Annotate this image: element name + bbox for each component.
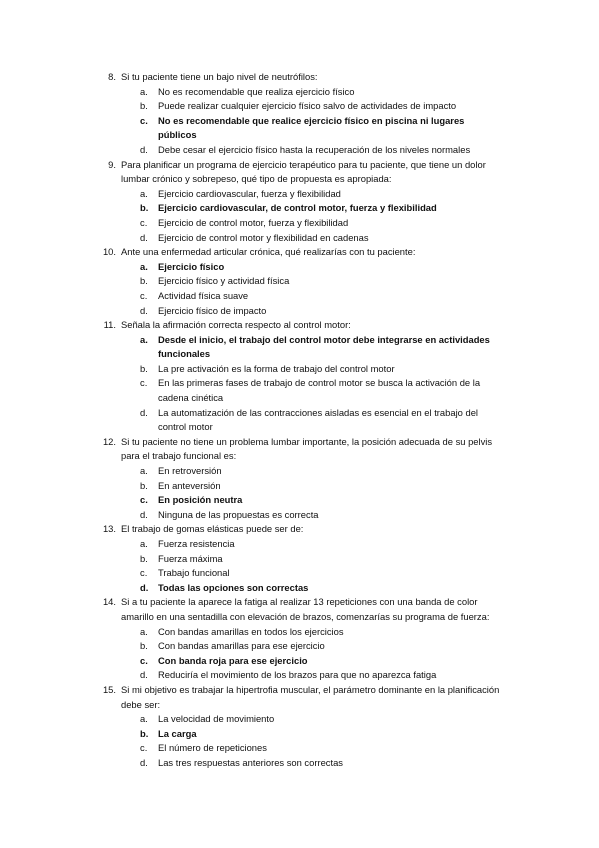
option-letter: a. [140, 538, 148, 549]
option-text: La carga [158, 727, 197, 739]
option-letter: d. [140, 669, 148, 681]
option-text: Ejercicio físico de impacto [158, 304, 267, 316]
option-text: La pre activación es la forma de trabajo del control motor [158, 362, 395, 374]
question-text: Si a tu paciente la aparece la fatiga al realizar 13 repeticiones con una banda de color amarillo en una sentadilla con elevación de brazos, comenzarías su programa de fuerza: [121, 596, 490, 622]
option-text: No es recomendable que realiza ejercicio físico [158, 85, 355, 97]
answer-options [121, 625, 504, 683]
option-text: Ninguna de las propuestas es correcta [158, 508, 319, 520]
option-text: Reduciría el movimiento de los brazos para que no aparezca fatiga [158, 669, 437, 681]
answer-option [121, 216, 504, 231]
option-letter: b. [140, 640, 148, 652]
option-letter: d. [140, 406, 148, 418]
question-item [0, 435, 599, 523]
answer-options [121, 464, 504, 522]
question-item [0, 683, 599, 771]
answer-option [121, 566, 504, 581]
option-letter: a. [140, 260, 148, 272]
option-letter: d. [140, 143, 148, 155]
option-text: Todas las opciones son correctas [158, 581, 309, 593]
question-list [0, 70, 599, 771]
option-text: Desde el inicio, el trabajo del control motor debe integrarse en actividades funcionales [158, 333, 490, 360]
question-item [0, 522, 599, 595]
option-text: Con banda roja para ese ejercicio [158, 654, 308, 666]
answer-option [121, 756, 504, 771]
answer-option-correct [121, 493, 504, 508]
question-item [0, 158, 599, 246]
option-letter: c. [140, 494, 148, 506]
question-text: Para planificar un programa de ejercicio terapéutico para tu paciente, que tiene un dolor lumbar crónico y sobrepeso, qué tipo de propuesta es apropiada: [121, 158, 486, 185]
option-text: Actividad física suave [158, 289, 249, 301]
question-number: 14. [102, 596, 116, 608]
answer-options [121, 333, 504, 435]
question-text: Si mi objetivo es trabajar la hipertrofia muscular, el parámetro dominante en la planificación debe ser: [121, 683, 500, 710]
option-text: Debe cesar el ejercicio físico hasta la recuperación de los niveles normales [158, 143, 471, 155]
option-text: En anteversión [158, 479, 221, 491]
option-text: Ejercicio de control motor y flexibilidad en cadenas [158, 231, 369, 243]
question-item [0, 318, 599, 435]
option-letter: a. [140, 465, 148, 477]
answer-option [121, 376, 504, 405]
answer-option [121, 85, 504, 100]
option-text: El número de repeticiones [158, 742, 267, 754]
option-letter: d. [140, 581, 149, 593]
question-number: 12. [102, 435, 116, 447]
option-letter: d. [140, 756, 148, 768]
answer-options [121, 537, 504, 595]
option-text: En retroversión [158, 465, 222, 477]
option-text: Fuerza máxima [158, 552, 223, 564]
question-text: Si tu paciente no tiene un problema lumbar importante, la posición adecuada de su pelvis para el trabajo funcional es: [121, 435, 493, 462]
question-number: 11. [103, 319, 116, 331]
answer-option [121, 508, 504, 523]
answer-option [121, 289, 504, 304]
answer-option [121, 639, 504, 654]
answer-option-correct [121, 201, 504, 216]
option-letter: b. [140, 479, 148, 491]
answer-option [121, 231, 504, 246]
answer-option [121, 625, 504, 640]
answer-options [121, 187, 504, 245]
question-item [0, 595, 599, 683]
question-text: Ante una enfermedad articular crónica, qué realizarías con tu paciente: [121, 246, 416, 258]
answer-option-correct [121, 333, 504, 362]
option-letter: c. [140, 289, 148, 301]
answer-option [121, 537, 504, 552]
option-letter: b. [140, 275, 148, 287]
option-letter: a. [140, 713, 148, 725]
answer-options [121, 712, 504, 770]
option-text: Ejercicio físico [158, 260, 225, 272]
option-text: Trabajo funcional [158, 567, 230, 579]
answer-option [121, 362, 504, 377]
answer-option-correct [121, 581, 504, 596]
option-letter: a. [140, 625, 148, 637]
answer-options [121, 85, 504, 158]
option-letter: c. [140, 216, 148, 228]
option-letter: d. [140, 508, 148, 520]
answer-option [121, 668, 504, 683]
option-text: Ejercicio cardiovascular, de control motor, fuerza y flexibilidad [158, 202, 437, 214]
option-letter: d. [140, 231, 148, 243]
option-letter: b. [140, 552, 148, 564]
option-text: Las tres respuestas anteriores son correctas [158, 756, 343, 768]
option-letter: c. [140, 567, 148, 579]
option-text: La velocidad de movimiento [158, 713, 275, 725]
question-text: El trabajo de gomas elásticas puede ser de: [121, 523, 304, 535]
answer-option-correct [121, 654, 504, 669]
question-item [0, 245, 599, 318]
option-letter: b. [140, 362, 148, 374]
answer-option [121, 712, 504, 727]
question-item [0, 70, 599, 158]
answer-option [121, 552, 504, 567]
question-number: 13. [102, 523, 116, 535]
option-letter: c. [140, 654, 148, 666]
answer-option [121, 741, 504, 756]
answer-option [121, 464, 504, 479]
option-text: En posición neutra [158, 494, 243, 506]
option-text: Con bandas amarillas en todos los ejercicios [158, 625, 344, 637]
answer-option-correct [121, 727, 504, 742]
answer-option-correct [121, 114, 504, 143]
option-text: No es recomendable que realice ejercicio físico en piscina ni lugares públicos [158, 114, 465, 141]
option-text: La automatización de las contracciones aisladas es esencial en el trabajo del control motor [158, 406, 478, 433]
answer-option [121, 479, 504, 494]
question-text: Si tu paciente tiene un bajo nivel de neutrófilos: [121, 71, 318, 82]
answer-option [121, 406, 504, 435]
option-text: En las primeras fases de trabajo de control motor se busca la activación de la cadena cinética [158, 377, 481, 404]
option-letter: c. [140, 377, 148, 389]
answer-option [121, 99, 504, 114]
question-number: 15. [102, 683, 116, 695]
option-letter: c. [140, 742, 148, 754]
answer-option [121, 187, 504, 202]
option-letter: b. [140, 100, 148, 112]
question-number: 9. [108, 158, 116, 170]
question-number: 8. [108, 71, 116, 82]
option-text: Ejercicio cardiovascular, fuerza y flexibilidad [158, 187, 341, 199]
answer-options [121, 260, 504, 318]
option-letter: b. [140, 727, 149, 739]
option-letter: a. [140, 85, 148, 97]
question-text: Señala la afirmación correcta respecto al control motor: [121, 319, 351, 331]
option-letter: c. [140, 114, 148, 126]
question-number: 10. [102, 246, 116, 258]
answer-option [121, 143, 504, 158]
option-letter: d. [140, 304, 148, 316]
answer-option [121, 304, 504, 319]
option-text: Ejercicio físico y actividad física [158, 275, 290, 287]
option-letter: a. [140, 333, 148, 345]
option-text: Ejercicio de control motor, fuerza y flexibilidad [158, 216, 349, 228]
answer-option [121, 274, 504, 289]
option-text: Con bandas amarillas para ese ejercicio [158, 640, 325, 652]
option-text: Fuerza resistencia [158, 538, 235, 549]
answer-option-correct [121, 260, 504, 275]
option-letter: b. [140, 202, 149, 214]
option-text: Puede realizar cualquier ejercicio físico salvo de actividades de impacto [158, 100, 457, 112]
option-letter: a. [140, 187, 148, 199]
